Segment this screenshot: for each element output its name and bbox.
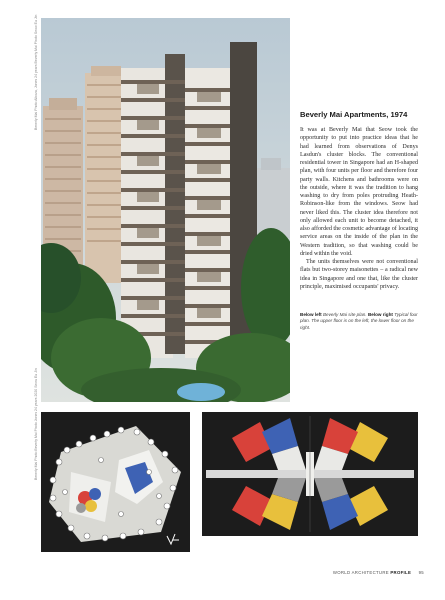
page-number: 95 <box>418 570 424 575</box>
footer-title: PROFILE <box>390 570 412 575</box>
article-paragraph-1: It was at Beverly Mai that Seow took the opportunity to put into practice ideas that he had learned from observations of Denys Lasdun's cluster blocks. The conventional residential tower in Singapore had an H-shaped plan, with four units per floor and therefore four party walls. Kitchens and bathrooms were on the outside, where it was the tradition to hang washing to dry from poles protruding Heath-Robinson-like from the windows. Seow had never liked this. The cluster idea therefore not only allowed each unit to become detached, it also afforded the cosmetic advantage of locating service areas on the inside of the plan in the Western tradition, so that washing could be dried within the void. <box>300 127 418 257</box>
article-body <box>300 126 418 291</box>
caption-lead-right: Below right <box>367 312 393 317</box>
caption-text-right: Typical four plan. The upper floor is on the left, the lower floor on the right. <box>300 312 418 330</box>
photo-credit-top: Beverly Mai Photo Alboza, Jones 24 years Beverly Mai Photo Seow Eu Jin <box>34 14 38 130</box>
article-heading: Beverly Mai Apartments, 1974 <box>300 110 408 119</box>
photo-credit-bottom: Beverly Mai Photo Beverly Mai Photo Jones 24 years 2020 Seow Eu Jin <box>34 368 38 480</box>
site-plan-image <box>41 412 190 552</box>
image-caption <box>300 312 418 331</box>
caption-lead-left: Below left <box>300 312 322 317</box>
floor-plan-image <box>202 412 418 536</box>
apartment-tower-photo <box>41 18 290 402</box>
footer-section: WORLD ARCHITECTURE <box>332 570 389 575</box>
caption-text-left: Beverly Mai site plan. <box>322 312 367 317</box>
page-footer <box>300 570 424 575</box>
article-paragraph-2: The units themselves were not conventional flats but two-storey maisonettes – a radical new idea in Singapore and one that, like the cluster principle, maximised occupants' privacy. <box>300 259 418 290</box>
